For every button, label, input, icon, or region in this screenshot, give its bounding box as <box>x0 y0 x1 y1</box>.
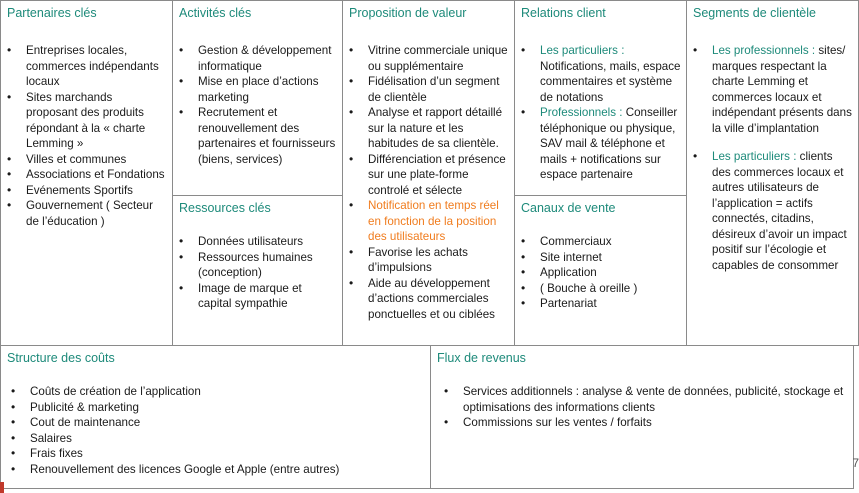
list-item: • Publicité & marketing <box>8 400 426 416</box>
customer-segments-cell <box>686 0 859 346</box>
key-resources-list <box>176 234 338 312</box>
list-item <box>690 149 852 273</box>
list-item: • Gestion & développement informatique <box>176 43 338 74</box>
list-item: • Coûts de création de l’application <box>8 384 426 400</box>
list-item: • Entreprises locales, commerces indépendants locaux <box>4 43 166 90</box>
list-item: • Sites marchands proposant des produits répondant à la « charte Lemming » <box>4 90 166 152</box>
list-item: • Ressources humaines (conception) <box>176 250 338 281</box>
slide-edge-marker <box>0 482 4 493</box>
cost-structure-list <box>8 384 426 477</box>
list-item: • Données utilisateurs <box>176 234 338 250</box>
key-activities-title: Activités clés <box>179 6 252 20</box>
list-item: • Associations et Fondations <box>4 167 166 183</box>
channels-title: Canaux de vente <box>521 201 616 215</box>
customer-segments-list <box>690 43 852 273</box>
customer-relationships-cell <box>514 0 687 196</box>
segment-text: Notifications, mails, espace commentaires et système de notations <box>540 59 681 104</box>
list-item <box>690 43 852 136</box>
list-item: • Fidélisation d’un segment de clientèle <box>346 74 509 105</box>
list-item: • Commissions sur les ventes / forfaits <box>441 415 846 431</box>
key-activities-list <box>176 43 338 167</box>
list-item: • Mise en place d’actions marketing <box>176 74 338 105</box>
list-item: • Renouvellement des licences Google et Apple (entre autres) <box>8 462 426 478</box>
cost-structure-cell <box>0 345 431 489</box>
list-item: • Frais fixes <box>8 446 426 462</box>
segment-text: clients des commerces locaux et autres utilisateurs de l’application = actifs connectés, citadins, désireux d’avoir un impact positif sur l’écologie et capables de consommer <box>712 150 847 272</box>
list-item: • Favorise les achats d’impulsions <box>346 245 509 276</box>
list-item-highlighted: • Notification en temps réel en fonction de la position des utilisateurs <box>346 198 509 245</box>
segment-label: Les professionnels : <box>712 44 816 57</box>
list-item: • Cout de maintenance <box>8 415 426 431</box>
customer-relationships-title: Relations client <box>521 6 606 20</box>
channels-list <box>518 234 682 312</box>
list-item <box>518 43 682 105</box>
list-item <box>518 105 682 183</box>
list-item: • Aide au développement d’actions commerciales ponctuelles et ou ciblées <box>346 276 509 323</box>
value-proposition-title: Proposition de valeur <box>349 6 467 20</box>
list-item: • Services additionnels : analyse & vente de données, publicité, stockage et optimisations des informations clients <box>441 384 846 415</box>
segment-label: Les particuliers : <box>540 44 625 57</box>
page-number: 7 <box>852 456 859 470</box>
list-item: • Villes et communes <box>4 152 166 168</box>
value-proposition-list <box>346 43 509 322</box>
key-partners-title: Partenaires clés <box>7 6 97 20</box>
customer-relationships-list <box>518 43 682 183</box>
list-item: • Partenariat <box>518 296 682 312</box>
key-partners-cell <box>0 0 173 346</box>
list-item: • Vitrine commerciale unique ou supplémentaire <box>346 43 509 74</box>
list-item: • Image de marque et capital sympathie <box>176 281 338 312</box>
revenue-streams-list <box>441 384 846 431</box>
list-item: • Commerciaux <box>518 234 682 250</box>
list-item: • Recrutement et renouvellement des partenaires et fournisseurs (biens, services) <box>176 105 338 167</box>
value-proposition-cell <box>342 0 515 346</box>
list-item: • Gouvernement ( Secteur de l’éducation ) <box>4 198 166 229</box>
key-resources-title: Ressources clés <box>179 201 271 215</box>
revenue-streams-title: Flux de revenus <box>437 351 526 365</box>
revenue-streams-cell <box>430 345 854 489</box>
list-item: • Différenciation et présence sur une plate-forme controlé et sélecte <box>346 152 509 199</box>
channels-cell <box>514 195 687 346</box>
list-item: • Salaires <box>8 431 426 447</box>
segment-text: Conseiller téléphonique ou physique, SAV mail & téléphone et mails + notifications sur espace partenaire <box>540 106 678 181</box>
cost-structure-title: Structure des coûts <box>7 351 115 365</box>
segment-text: sites/ marques respectant la charte Lemming et commerces locaux et indépendant présents dans la ville d’implantation <box>712 44 852 135</box>
segment-label: Professionnels : <box>540 106 623 119</box>
list-item: • Evénements Sportifs <box>4 183 166 199</box>
list-item: • Application <box>518 265 682 281</box>
key-resources-cell <box>172 195 343 346</box>
key-partners-list <box>4 43 166 229</box>
segment-label: Les particuliers : <box>712 150 797 163</box>
list-item: • Site internet <box>518 250 682 266</box>
list-item: • ( Bouche à oreille ) <box>518 281 682 297</box>
customer-segments-title: Segments de clientèle <box>693 6 816 20</box>
list-item: • Analyse et rapport détaillé sur la nature et les habitudes de sa clientèle. <box>346 105 509 152</box>
key-activities-cell <box>172 0 343 196</box>
